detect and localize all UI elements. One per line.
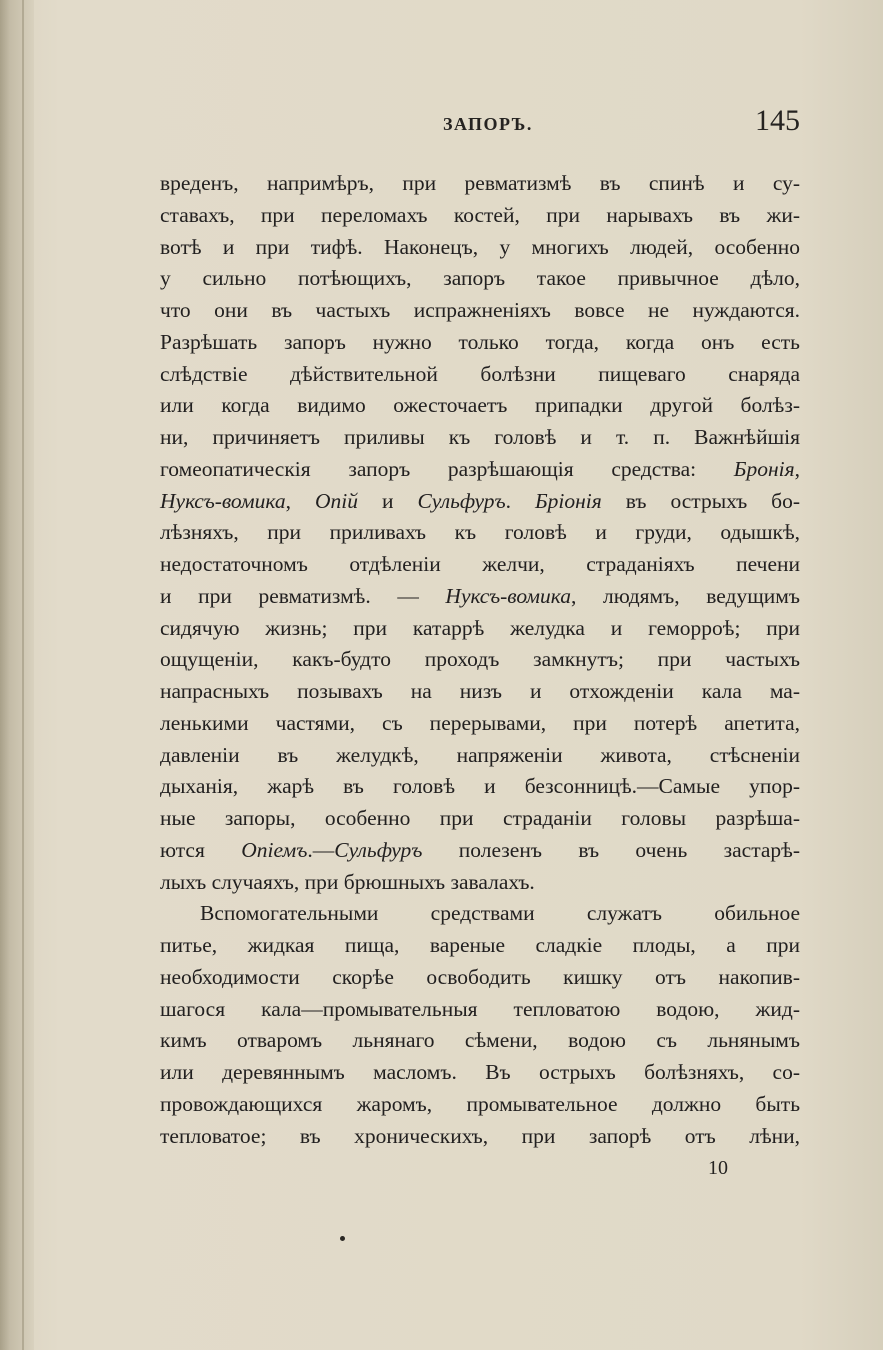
remedy-name: Опіемъ: [241, 837, 308, 862]
text-line: шагося кала—промывательныя тепловатою водою, жид-: [160, 996, 800, 1021]
page-header: [160, 104, 800, 144]
text-line: кимъ отваромъ льнянаго сѣмени, водою съ льнянымъ: [160, 1028, 800, 1053]
text-line: ные запоры, особенно при страданіи головы разрѣша-: [160, 806, 800, 830]
text-line: ются Опіемъ.—Сульфуръ полезенъ въ очень застарѣ-: [160, 837, 800, 862]
text-line: провождающихся жаромъ, промывательное должно быть: [160, 1091, 800, 1116]
text-line: и при ревматизмѣ. — Нуксъ-вомика, людямъ, ведущимъ: [160, 583, 800, 608]
text-line: ставахъ, при переломахъ костей, при нарывахъ въ жи-: [160, 202, 800, 227]
remedy-name: Нуксъ-вомика: [445, 583, 572, 608]
text-line: ленькими частями, съ перерывами, при потерѣ апетита,: [160, 710, 800, 735]
text-line: у сильно потѣющихъ, запоръ такое привычное дѣло,: [160, 266, 800, 291]
remedy-name: Бріонія: [534, 488, 602, 513]
text-line: ощущеніи, какъ-будто проходъ замкнутъ; при частыхъ: [160, 647, 800, 672]
text-line: тепловатое; въ хроническихъ, при запорѣ отъ лѣни,: [160, 1123, 800, 1148]
text-line: вреденъ, напримѣръ, при ревматизмѣ въ спинѣ и су-: [160, 171, 800, 195]
body-text: [160, 168, 800, 1152]
page-number: 145: [755, 104, 800, 137]
text-line: гомеопатическія запоръ разрѣшающія средства: Бронія,: [160, 456, 800, 481]
text-line: недостаточномъ отдѣленіи желчи, страданіяхъ печени: [160, 552, 800, 576]
remedy-name: Бронія: [733, 456, 795, 481]
signature-mark: 10: [708, 1157, 728, 1179]
text-line: давленіи въ желудкѣ, напряженіи живота, стѣсненіи: [160, 742, 800, 767]
text-line: Нуксъ-вомика, Опій и Сульфуръ. Бріонія въ острыхъ бо-: [160, 488, 801, 513]
running-title: ЗАПОРЪ.: [443, 114, 533, 134]
ink-speck: [340, 1236, 345, 1241]
remedy-name: Опій: [314, 488, 358, 513]
remedy-name: Сульфуръ: [417, 488, 506, 513]
text-line: необходимости скорѣе освободить кишку отъ накопив-: [160, 964, 800, 989]
text-line: или деревяннымъ масломъ. Въ острыхъ болѣзняхъ, со-: [160, 1060, 800, 1084]
text-line: или когда видимо ожесточаетъ припадки другой болѣз-: [160, 393, 800, 418]
text-line-paragraph-start: Вспомогательными средствами служатъ обильное: [200, 901, 800, 926]
remedy-name: Нуксъ-вомика: [160, 488, 286, 513]
book-spine-shadow: [0, 0, 34, 1350]
text-line: слѣдствіе дѣйствительной болѣзни пищеваго снаряда: [160, 361, 800, 386]
text-line: вотѣ и при тифѣ. Наконецъ, у многихъ людей, особенно: [160, 234, 800, 259]
spine-fold-line: [22, 0, 24, 1350]
text-line: что они въ частыхъ испражненіяхъ вовсе не нуждаются.: [160, 298, 800, 322]
text-line: напрасныхъ позывахъ на низъ и отхожденіи кала ма-: [160, 679, 800, 703]
text-line-paragraph-end: лыхъ случаяхъ, при брюшныхъ завалахъ.: [160, 869, 535, 894]
text-line: питье, жидкая пища, вареные сладкіе плоды, а при: [160, 933, 800, 957]
text-line: Разрѣшать запоръ нужно только тогда, когда онъ есть: [160, 329, 800, 354]
text-line: сидячую жизнь; при катаррѣ желудка и геморроѣ; при: [160, 615, 800, 640]
remedy-name: Сульфуръ: [334, 837, 423, 862]
text-line: ни, причиняетъ приливы къ головѣ и т. п. Важнѣйшія: [160, 425, 800, 449]
text-line: лѣзняхъ, при приливахъ къ головѣ и груди, одышкѣ,: [160, 520, 800, 545]
text-line: дыханія, жарѣ въ головѣ и безсонницѣ.—Самые упор-: [160, 774, 800, 799]
